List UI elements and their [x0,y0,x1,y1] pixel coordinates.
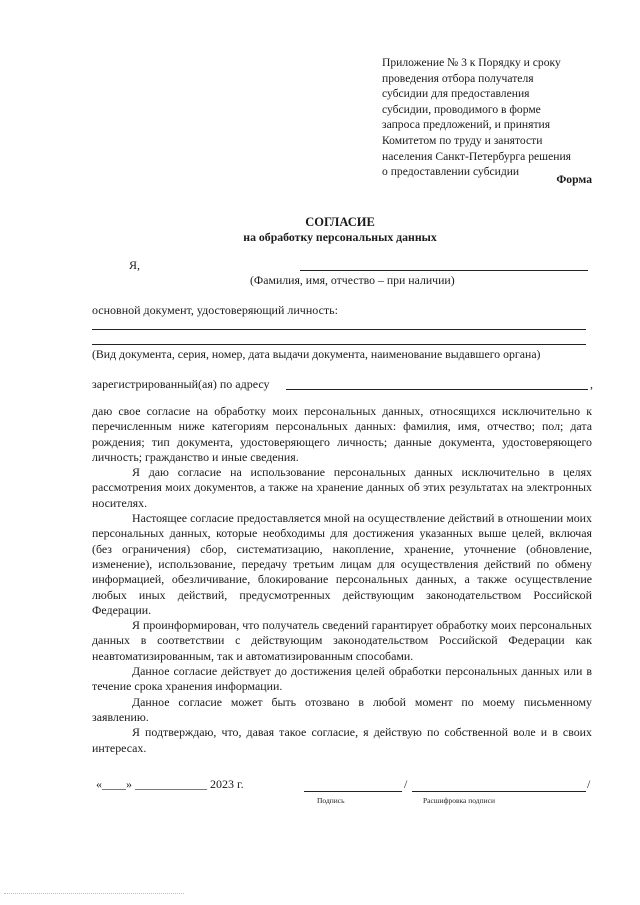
appendix-line: о предоставлении субсидии [382,165,520,179]
paragraph: Я проинформирован, что получатель сведений гарантирует обработку моих персональных данных в соответствии с действующим законодательством Российской Федерации как неавтоматизированным, так и автоматизированным способами. [92,618,592,663]
paragraph: даю свое согласие на обработку моих персональных данных, относящихся исключительно к перечисленным ниже категориям персональных данных: фамилия, имя, отчество; пол; дата рождения; тип документа, удостоверяющего личность; данные документа, удостоверяющего личность; гражданство и иные сведения. [92,404,592,464]
ya-label: Я, [129,258,141,272]
fio-caption: (Фамилия, имя, отчество – при наличии) [250,273,455,287]
appendix-line: населения Санкт-Петербурга решения [382,149,571,163]
appendix-line: Комитетом по труду и занятости [382,133,543,147]
signature-date[interactable]: «____» ____________ 2023 г. [96,777,244,791]
signature-caption: Подпись [317,796,345,805]
paragraph: Настоящее согласие предоставляется мной на осуществление действий в отношении моих персональных данных, которые необходимы для достижения указанных выше целей, включая (без ограничения) сбор, систематизацию, накопление, хранение, уточнение (обновление, изменение), использование, передачу третьим лицам для осуществления действий по обмену информацией, обезличивание, блокирование персональных данных, а также осуществление любых иных действий, предусмотренных действующим законодательством Российской Федерации. [92,511,592,617]
form-label: Форма [556,173,592,186]
signature-decode-line[interactable] [412,791,586,792]
fio-field-line[interactable] [300,270,588,271]
document-label: основной документ, удостоверяющий личность: [92,303,338,317]
appendix-line: запроса предложений, и принятия [382,118,551,132]
document-title: СОГЛАСИЕ [305,215,375,229]
appendix-line: Приложение № 3 к Порядку и сроку [382,56,561,69]
address-label: зарегистрированный(ая) по адресу [92,377,270,391]
paragraph: Данное согласие действует до достижения целей обработки персональных данных или в течение срока хранения информации. [92,664,592,694]
consent-body [92,404,592,756]
address-comma: , [590,377,593,391]
appendix-line: субсидии для предоставления [382,87,530,101]
signature-slash-end: / [587,777,591,791]
paragraph: Данное согласие может быть отозвано в любой момент по моему письменному заявлению. [92,694,592,724]
appendix-header [382,55,602,180]
signature-slash: / [404,777,408,791]
document-field-line-2[interactable] [92,344,586,345]
scan-artifact-divider [4,893,184,894]
paragraph: Я даю согласие на использование персональных данных исключительно в целях рассмотрения моих документов, а также на хранение данных об этих результатах на электронных носителях. [92,465,592,510]
appendix-line: субсидии, проводимого в форме [382,102,541,116]
document-caption: (Вид документа, серия, номер, дата выдачи документа, наименование выдавшего органа) [92,347,541,361]
address-field-line[interactable] [286,389,588,390]
signature-decode-caption: Расшифровка подписи [423,796,495,805]
document-subtitle: на обработку персональных данных [243,230,437,244]
signature-line[interactable] [304,791,402,792]
document-field-line-1[interactable] [92,329,586,330]
paragraph: Я подтверждаю, что, давая такое согласие, я действую по собственной воле и в своих интересах. [92,725,592,755]
appendix-line: проведения отбора получателя [382,71,534,85]
